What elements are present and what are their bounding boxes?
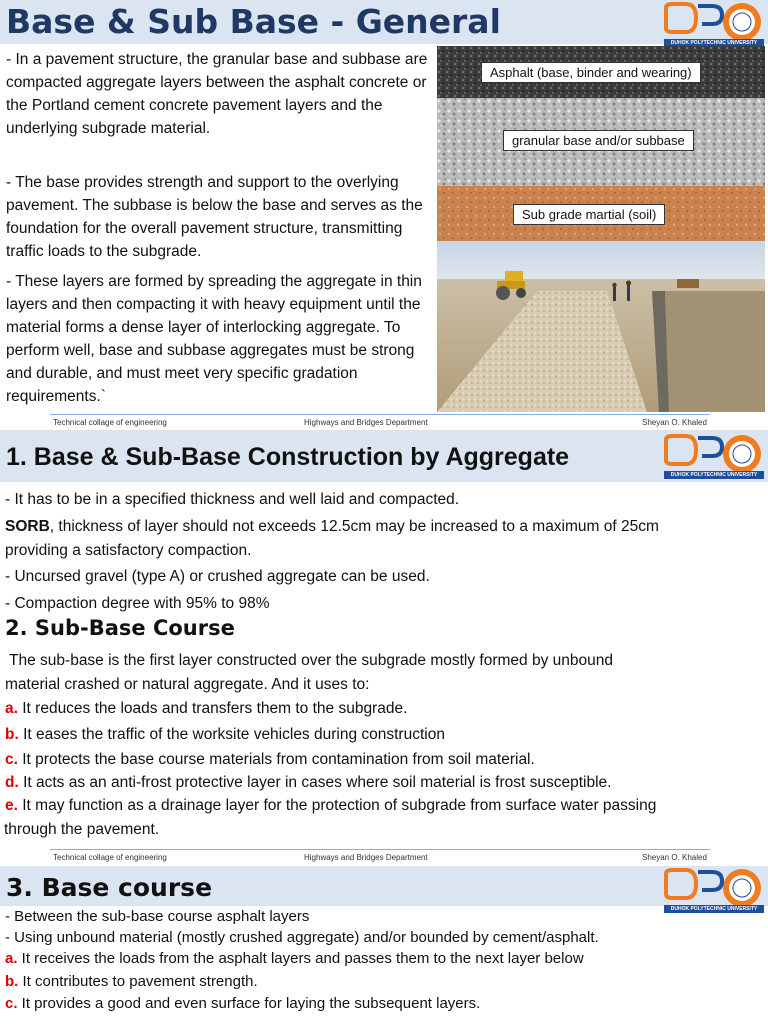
text-line-4: - Uncursed gravel (type A) or crushed aggregate can be used. — [5, 568, 430, 585]
footer-right: Sheyan O. Khaled — [642, 853, 707, 862]
slide-footer — [0, 414, 768, 428]
list-letter: c. — [5, 751, 18, 768]
list-text: It acts as an anti-frost protective layer in cases where soil material is frost susceptible. — [18, 774, 612, 791]
list-text: It contributes to pavement strength. — [18, 973, 258, 990]
paragraph-3: - These layers are formed by spreading the aggregate in thin layers and then compacting it with heavy equipment until the material forms a dense layer of interlocking aggregate. To perform well, base and subbase aggregates must be strong and durable, and must meet very specific gradation requirements.` — [6, 273, 422, 405]
list-letter: c. — [5, 995, 18, 1012]
layer-label-granular: granular base and/or subbase — [503, 130, 694, 151]
logo-caption: DUHOK POLYTECHNIC UNIVERSITY — [670, 906, 758, 912]
list-text: It may function as a drainage layer for the protection of subgrade from surface water passing — [17, 797, 657, 814]
text-line-5: - Compaction degree with 95% to 98% — [5, 595, 270, 612]
list-text: It receives the loads from the asphalt layers and passes them to the next layer below — [17, 950, 584, 967]
list-text: It eases the traffic of the worksite vehicles during construction — [18, 726, 445, 743]
list-item-e — [5, 797, 656, 815]
intro-line-2: material crashed or natural aggregate. And it uses to: — [5, 676, 370, 693]
list-text: It provides a good and even surface for laying the subsequent layers. — [17, 995, 481, 1012]
list-item-b — [5, 973, 258, 990]
footer-center: Highways and Bridges Department — [304, 418, 428, 427]
slide-base-subbase-general — [0, 0, 768, 428]
list-item-e-continued: through the pavement. — [4, 821, 160, 838]
text-line-1: - Between the sub-base course asphalt layers — [5, 908, 310, 925]
list-text: It reduces the loads and transfers them to the subgrade. — [17, 700, 408, 717]
logo-caption: DUHOK POLYTECHNIC UNIVERSITY — [670, 40, 758, 46]
list-item-c — [5, 995, 480, 1012]
pavement-layers-figure — [437, 46, 765, 241]
logo-caption: DUHOK POLYTECHNIC UNIVERSITY — [670, 472, 758, 478]
text-line-2 — [5, 518, 659, 536]
section-subtitle: 2. Sub-Base Course — [5, 616, 235, 640]
layer-label-asphalt: Asphalt (base, binder and wearing) — [481, 62, 701, 83]
list-item-a — [5, 950, 584, 967]
list-letter: d. — [5, 774, 19, 791]
paragraph-1: - In a pavement structure, the granular base and subbase are compacted aggregate layers between the asphalt concrete or the Portland cement concrete pavement layers and the underlying subgrade material. — [6, 51, 428, 137]
text-line-3: providing a satisfactory compaction. — [5, 542, 252, 559]
list-item-c — [5, 751, 535, 769]
footer-rule — [50, 849, 710, 850]
layer-label-subgrade: Sub grade martial (soil) — [513, 204, 665, 225]
list-item-b — [5, 726, 445, 744]
intro-line-1: The sub-base is the first layer constructed over the subgrade mostly formed by unbound — [5, 652, 613, 669]
list-letter: a. — [5, 950, 18, 967]
list-item-a — [5, 700, 407, 718]
construction-site-photo — [437, 241, 765, 412]
list-letter: a. — [5, 700, 18, 717]
footer-right: Sheyan O. Khaled — [642, 418, 707, 427]
text-line-2-rest: , thickness of layer should not exceeds 12.5cm may be increased to a maximum of 25cm — [49, 518, 659, 535]
footer-center: Highways and Bridges Department — [304, 853, 428, 862]
footer-rule — [50, 414, 710, 415]
slide-title: 1. Base & Sub-Base Construction by Aggregate — [6, 443, 570, 471]
slide-footer — [0, 849, 768, 863]
text-line-2: - Using unbound material (mostly crushed aggregate) and/or bounded by cement/asphalt. — [5, 929, 599, 946]
footer-left: Technical collage of engineering — [53, 853, 167, 862]
list-letter: b. — [5, 973, 19, 990]
footer-left: Technical collage of engineering — [53, 418, 167, 427]
list-letter: e. — [5, 797, 18, 814]
slide-construction-by-aggregate — [0, 430, 768, 866]
slide-base-course — [0, 866, 768, 1024]
list-item-d — [5, 774, 611, 792]
slide-title: Base & Sub Base - General — [6, 2, 501, 41]
paragraph-2: - The base provides strength and support to the overlying pavement. The subbase is below the base and serves as the foundation for the overall pavement structure, transmitting traffic loads to the subgrade. — [6, 174, 423, 260]
list-text: It protects the base course materials from contamination from soil material. — [17, 751, 535, 768]
list-letter: b. — [5, 726, 19, 743]
sorb-bold: SORB — [5, 518, 50, 535]
slide-title: 3. Base course — [6, 873, 213, 902]
text-line-1: - It has to be in a specified thickness and well laid and compacted. — [5, 491, 460, 508]
